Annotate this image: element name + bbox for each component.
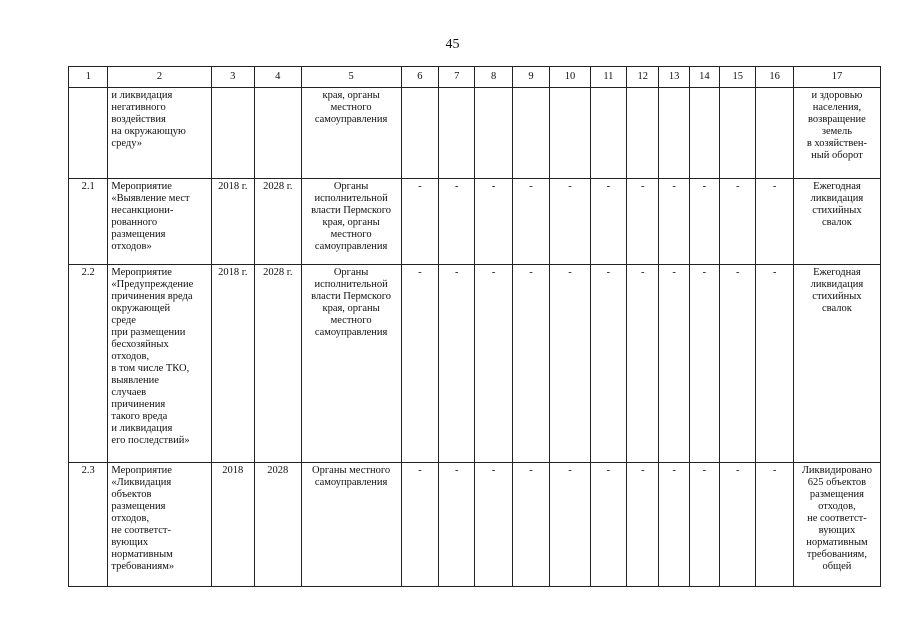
value-cell: - — [689, 463, 719, 587]
end-year: 2028 г. — [255, 265, 302, 463]
value-cell — [659, 88, 689, 179]
value-cell: - — [627, 463, 659, 587]
value-cell: - — [401, 179, 438, 265]
value-cell: - — [475, 179, 512, 265]
column-header: 9 — [512, 67, 549, 88]
expected-result: Ликвидировано 625 объектов размещения отходов, не соответст- вующих нормативным требованиям, общей — [793, 463, 880, 587]
expected-result: Ежегодная ликвидация стихийных свалок — [793, 179, 880, 265]
value-cell — [627, 88, 659, 179]
end-year: 2028 г. — [255, 179, 302, 265]
column-header: 6 — [401, 67, 438, 88]
expected-result: Ежегодная ликвидация стихийных свалок — [793, 265, 880, 463]
column-header: 11 — [590, 67, 626, 88]
column-header: 10 — [550, 67, 590, 88]
activity-name: Мероприятие «Предупреждение причинения вреда окружающей среде при размещении бесхозяйных отходов, в том числе ТКО, выявление случаев причинения такого вреда и ликвидация его последствий» — [108, 265, 211, 463]
value-cell: - — [512, 265, 549, 463]
executor: Органы исполнительной власти Пермского края, органы местного самоуправления — [301, 265, 401, 463]
value-cell: - — [475, 265, 512, 463]
value-cell: - — [627, 179, 659, 265]
value-cell — [590, 88, 626, 179]
executor: Органы местного самоуправления — [301, 463, 401, 587]
row-number: 2.3 — [69, 463, 108, 587]
value-cell: - — [756, 179, 793, 265]
value-cell: - — [475, 463, 512, 587]
value-cell: - — [720, 179, 756, 265]
table-row — [69, 88, 881, 179]
value-cell: - — [439, 179, 475, 265]
column-header: 12 — [627, 67, 659, 88]
column-header: 2 — [108, 67, 211, 88]
value-cell: - — [439, 463, 475, 587]
column-header: 15 — [720, 67, 756, 88]
value-cell: - — [689, 179, 719, 265]
column-header: 7 — [439, 67, 475, 88]
value-cell: - — [659, 265, 689, 463]
column-header: 13 — [659, 67, 689, 88]
table-row — [69, 265, 881, 463]
value-cell: - — [659, 463, 689, 587]
value-cell: - — [720, 463, 756, 587]
plan-table — [68, 66, 881, 587]
value-cell: - — [401, 463, 438, 587]
value-cell: - — [590, 265, 626, 463]
end-year — [255, 88, 302, 179]
row-number: 2.2 — [69, 265, 108, 463]
column-header: 1 — [69, 67, 108, 88]
column-header: 8 — [475, 67, 512, 88]
column-header: 4 — [255, 67, 302, 88]
value-cell: - — [550, 463, 590, 587]
table-row — [69, 463, 881, 587]
value-cell — [475, 88, 512, 179]
value-cell — [689, 88, 719, 179]
value-cell — [401, 88, 438, 179]
value-cell — [720, 88, 756, 179]
value-cell — [550, 88, 590, 179]
executor: края, органы местного самоуправления — [301, 88, 401, 179]
row-number: 2.1 — [69, 179, 108, 265]
activity-name: и ликвидация негативного воздействия на окружающую среду» — [108, 88, 211, 179]
value-cell — [512, 88, 549, 179]
executor: Органы исполнительной власти Пермского края, органы местного самоуправления — [301, 179, 401, 265]
activity-name: Мероприятие «Ликвидация объектов размещения отходов, не соответст- вующих нормативным требованиям» — [108, 463, 211, 587]
activity-name: Мероприятие «Выявление мест несанкциони- рованного размещения отходов» — [108, 179, 211, 265]
page-number: 45 — [445, 37, 460, 52]
value-cell — [439, 88, 475, 179]
column-header: 3 — [211, 67, 254, 88]
start-year: 2018 г. — [211, 179, 254, 265]
row-number — [69, 88, 108, 179]
value-cell — [756, 88, 793, 179]
expected-result: и здоровью населения, возвращение земель в хозяйствен- ный оборот — [793, 88, 880, 179]
value-cell: - — [659, 179, 689, 265]
column-header: 17 — [793, 67, 880, 88]
value-cell: - — [627, 265, 659, 463]
value-cell: - — [590, 463, 626, 587]
column-header: 5 — [301, 67, 401, 88]
column-header: 16 — [756, 67, 793, 88]
value-cell: - — [401, 265, 438, 463]
value-cell: - — [550, 179, 590, 265]
value-cell: - — [512, 463, 549, 587]
value-cell: - — [439, 265, 475, 463]
value-cell: - — [756, 265, 793, 463]
value-cell: - — [689, 265, 719, 463]
value-cell: - — [756, 463, 793, 587]
table-row — [69, 179, 881, 265]
start-year — [211, 88, 254, 179]
start-year: 2018 — [211, 463, 254, 587]
value-cell: - — [590, 179, 626, 265]
end-year: 2028 — [255, 463, 302, 587]
value-cell: - — [720, 265, 756, 463]
start-year: 2018 г. — [211, 265, 254, 463]
value-cell: - — [512, 179, 549, 265]
value-cell: - — [550, 265, 590, 463]
column-header: 14 — [689, 67, 719, 88]
column-number-row — [69, 67, 881, 88]
